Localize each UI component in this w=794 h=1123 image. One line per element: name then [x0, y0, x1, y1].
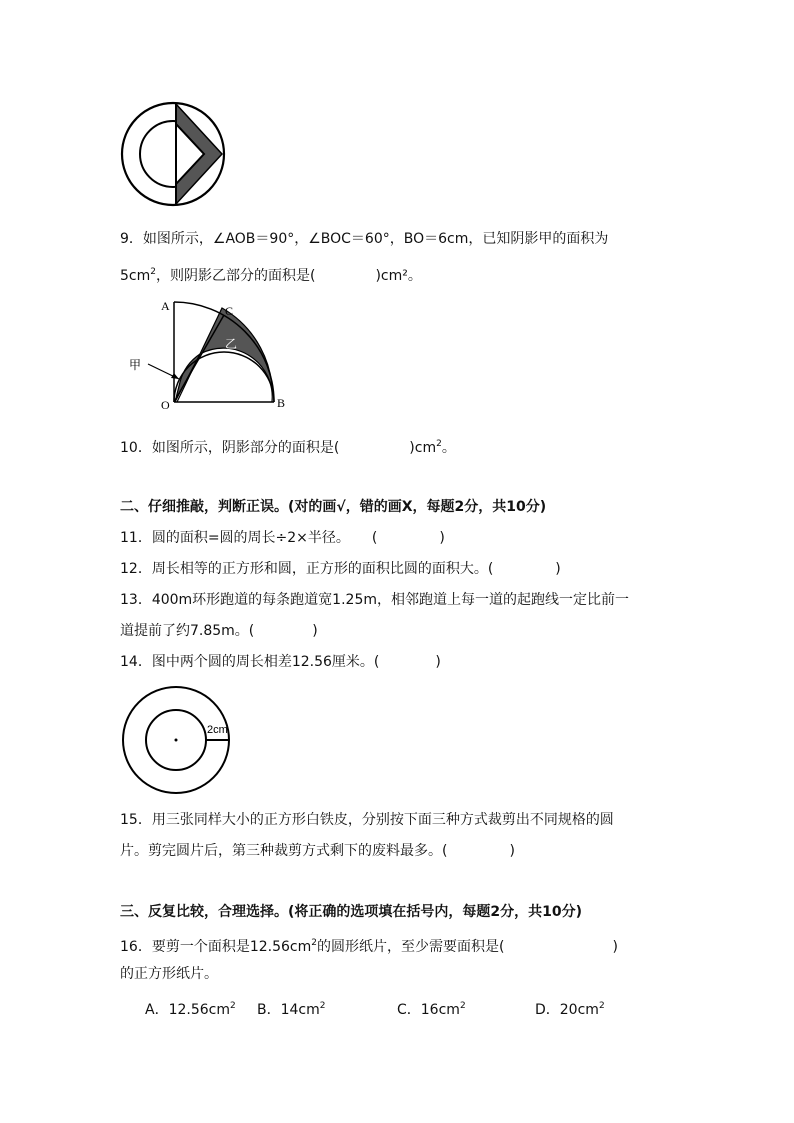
q16-option-d-label: D．20cm	[535, 1002, 599, 1018]
q13-line2	[120, 621, 318, 641]
q9-label-jia: 甲	[129, 358, 142, 372]
q16-line2: 的正方形纸片。	[120, 966, 218, 982]
q16-close: )	[612, 939, 618, 955]
q9-label-b: B	[277, 396, 286, 410]
q16-option-a-sup: 2	[230, 1001, 236, 1011]
q16-option-d-sup: 2	[598, 1001, 605, 1011]
q9-line2	[120, 262, 422, 286]
q9-unit-sup: 2	[150, 267, 156, 277]
q16-text-pre: 16．要剪一个面积是12.56cm	[120, 939, 312, 955]
q13-line1: 13．400m环形跑道的每条跑道宽1.25m，相邻跑道上每一道的起跑线一定比前一	[120, 592, 629, 608]
q9-label-o: O	[161, 398, 170, 412]
q11-open: (	[371, 530, 378, 546]
q11-close: )	[439, 530, 445, 546]
q15-line1: 15．用三张同样大小的正方形白铁皮，分别按下面三种方式裁剪出不同规格的圆	[120, 812, 614, 828]
q10-tail: 。	[441, 440, 456, 456]
q16-line1	[120, 933, 618, 957]
q11-line	[120, 528, 445, 548]
q16-option-d[interactable]	[535, 996, 625, 1020]
q13-close: )	[312, 623, 318, 639]
q9-label-a: A	[161, 299, 170, 313]
section3-title: 三、反复比较，合理选择。(将正确的选项填在括号内，每题2分，共10分)	[120, 904, 583, 920]
q10-text: 10．如图所示，阴影部分的面积是(	[120, 440, 340, 456]
q9-line2-text: ，则阴影乙部分的面积是(	[155, 268, 316, 284]
q16-option-b-sup: 2	[319, 1001, 326, 1011]
q16-options	[145, 996, 625, 1020]
q16-option-b[interactable]	[257, 996, 397, 1020]
section2-title: 二、仔细推敲，判断正误。(对的画√，错的画X，每题2分，共10分)	[120, 499, 547, 515]
q14-fig-label: 2cm	[207, 724, 228, 736]
q14-line	[120, 652, 441, 672]
q16-text-post: 的圆形纸片，至少需要面积是(	[316, 939, 505, 955]
q9-unit: 5cm	[120, 268, 151, 284]
q14-close: )	[435, 654, 441, 670]
q9-label-yi: 乙	[225, 337, 238, 351]
q8-figure	[118, 98, 234, 210]
q16-option-c-label: C．16cm	[397, 1002, 460, 1018]
q15-text: 片。剪完圆片后，第三种裁剪方式剩下的废料最多。(	[120, 843, 448, 859]
q10-line	[120, 434, 456, 458]
q10-unit-sup: 2	[436, 439, 442, 449]
q9-line2-end: )cm²。	[375, 268, 422, 284]
q13-text: 道提前了约7.85m。(	[120, 623, 255, 639]
q15-close: )	[509, 843, 515, 859]
q12-line	[120, 559, 561, 579]
q16-option-a-label: A．12.56cm	[145, 1002, 230, 1018]
q14-text: 14．图中两个圆的周长相差12.56厘米。(	[120, 654, 380, 670]
q11-text: 11．圆的面积=圆的周长÷2×半径。	[120, 530, 350, 546]
q16-option-b-label: B．14cm	[257, 1002, 320, 1018]
q10-unit: )cm	[409, 440, 437, 456]
q16-option-c[interactable]	[397, 996, 535, 1020]
q9-label-c: C	[225, 304, 234, 318]
q14-figure	[118, 686, 238, 796]
q16-sup: 2	[311, 938, 317, 948]
q16-option-c-sup: 2	[459, 1001, 466, 1011]
q12-text: 12．周长相等的正方形和圆，正方形的面积比圆的面积大。(	[120, 561, 494, 577]
q12-close: )	[555, 561, 561, 577]
q9-line1: 9．如图所示，∠AOB＝90°，∠BOC＝60°，BO＝6cm，已知阴影甲的面积为	[120, 231, 609, 247]
q16-option-a[interactable]	[145, 996, 257, 1020]
q9-figure	[125, 296, 295, 414]
q15-line2	[120, 841, 515, 861]
